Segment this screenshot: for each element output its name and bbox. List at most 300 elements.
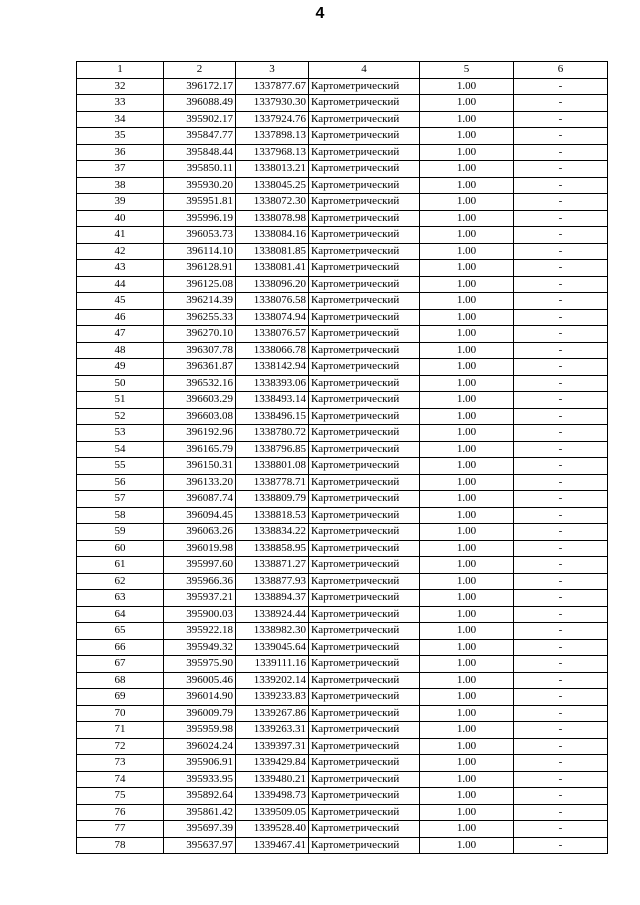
- cell-method: Картометрический: [309, 590, 420, 607]
- cell-note: -: [514, 111, 608, 128]
- cell-x-coordinate: 396063.26: [164, 524, 236, 541]
- cell-point-number: 52: [77, 408, 164, 425]
- cell-y-coordinate: 1338076.58: [236, 293, 309, 310]
- table-row: [77, 359, 608, 376]
- cell-accuracy: 1.00: [420, 359, 514, 376]
- cell-note: -: [514, 243, 608, 260]
- cell-accuracy: 1.00: [420, 227, 514, 244]
- cell-note: -: [514, 177, 608, 194]
- cell-y-coordinate: 1339498.73: [236, 788, 309, 805]
- cell-method: Картометрический: [309, 524, 420, 541]
- cell-accuracy: 1.00: [420, 326, 514, 343]
- cell-y-coordinate: 1338081.41: [236, 260, 309, 277]
- cell-note: -: [514, 623, 608, 640]
- table-row: [77, 243, 608, 260]
- cell-y-coordinate: 1337930.30: [236, 95, 309, 112]
- cell-x-coordinate: 396128.91: [164, 260, 236, 277]
- cell-x-coordinate: 396094.45: [164, 507, 236, 524]
- cell-x-coordinate: 395697.39: [164, 821, 236, 838]
- cell-y-coordinate: 1338142.94: [236, 359, 309, 376]
- cell-y-coordinate: 1338074.94: [236, 309, 309, 326]
- cell-y-coordinate: 1338066.78: [236, 342, 309, 359]
- cell-point-number: 39: [77, 194, 164, 211]
- cell-accuracy: 1.00: [420, 524, 514, 541]
- cell-accuracy: 1.00: [420, 210, 514, 227]
- cell-point-number: 40: [77, 210, 164, 227]
- table-row: [77, 128, 608, 145]
- table-row: [77, 491, 608, 508]
- cell-x-coordinate: 396125.08: [164, 276, 236, 293]
- table-row: [77, 78, 608, 95]
- cell-x-coordinate: 396172.17: [164, 78, 236, 95]
- cell-point-number: 73: [77, 755, 164, 772]
- cell-x-coordinate: 395848.44: [164, 144, 236, 161]
- cell-method: Картометрический: [309, 276, 420, 293]
- cell-note: -: [514, 227, 608, 244]
- cell-accuracy: 1.00: [420, 722, 514, 739]
- cell-x-coordinate: 396087.74: [164, 491, 236, 508]
- table-row: [77, 590, 608, 607]
- cell-note: -: [514, 507, 608, 524]
- table-row: [77, 837, 608, 854]
- cell-y-coordinate: 1338072.30: [236, 194, 309, 211]
- cell-y-coordinate: 1338493.14: [236, 392, 309, 409]
- table-row: [77, 227, 608, 244]
- cell-point-number: 58: [77, 507, 164, 524]
- table-row: [77, 458, 608, 475]
- header-col-1: 1: [77, 62, 164, 79]
- cell-note: -: [514, 128, 608, 145]
- cell-y-coordinate: 1339528.40: [236, 821, 309, 838]
- cell-accuracy: 1.00: [420, 293, 514, 310]
- cell-accuracy: 1.00: [420, 821, 514, 838]
- table-row: [77, 441, 608, 458]
- cell-method: Картометрический: [309, 458, 420, 475]
- table-row: [77, 194, 608, 211]
- cell-note: -: [514, 474, 608, 491]
- cell-method: Картометрический: [309, 672, 420, 689]
- cell-x-coordinate: 396214.39: [164, 293, 236, 310]
- cell-point-number: 64: [77, 606, 164, 623]
- cell-y-coordinate: 1337924.76: [236, 111, 309, 128]
- cell-accuracy: 1.00: [420, 689, 514, 706]
- cell-point-number: 49: [77, 359, 164, 376]
- cell-note: -: [514, 210, 608, 227]
- cell-accuracy: 1.00: [420, 672, 514, 689]
- header-col-4: 4: [309, 62, 420, 79]
- cell-method: Картометрический: [309, 194, 420, 211]
- cell-note: -: [514, 590, 608, 607]
- cell-x-coordinate: 395997.60: [164, 557, 236, 574]
- cell-accuracy: 1.00: [420, 194, 514, 211]
- cell-x-coordinate: 395933.95: [164, 771, 236, 788]
- cell-point-number: 78: [77, 837, 164, 854]
- cell-method: Картометрический: [309, 821, 420, 838]
- table-row: [77, 524, 608, 541]
- cell-point-number: 50: [77, 375, 164, 392]
- cell-x-coordinate: 396005.46: [164, 672, 236, 689]
- table-row: [77, 144, 608, 161]
- table-row: [77, 95, 608, 112]
- table-row: [77, 260, 608, 277]
- cell-y-coordinate: 1337877.67: [236, 78, 309, 95]
- cell-method: Картометрический: [309, 260, 420, 277]
- table-row: [77, 606, 608, 623]
- cell-method: Картометрический: [309, 540, 420, 557]
- cell-note: -: [514, 837, 608, 854]
- cell-method: Картометрический: [309, 689, 420, 706]
- cell-accuracy: 1.00: [420, 128, 514, 145]
- cell-x-coordinate: 395949.32: [164, 639, 236, 656]
- table-body: [77, 78, 608, 854]
- page-number: 4: [315, 5, 325, 22]
- cell-point-number: 56: [77, 474, 164, 491]
- table-row: [77, 210, 608, 227]
- cell-point-number: 65: [77, 623, 164, 640]
- cell-x-coordinate: 396255.33: [164, 309, 236, 326]
- cell-method: Картометрический: [309, 557, 420, 574]
- cell-note: -: [514, 672, 608, 689]
- cell-point-number: 54: [77, 441, 164, 458]
- cell-y-coordinate: 1338393.06: [236, 375, 309, 392]
- cell-method: Картометрический: [309, 656, 420, 673]
- cell-accuracy: 1.00: [420, 161, 514, 178]
- table-row: [77, 425, 608, 442]
- cell-y-coordinate: 1338096.20: [236, 276, 309, 293]
- cell-note: -: [514, 804, 608, 821]
- cell-point-number: 67: [77, 656, 164, 673]
- cell-point-number: 74: [77, 771, 164, 788]
- table-row: [77, 375, 608, 392]
- cell-y-coordinate: 1338809.79: [236, 491, 309, 508]
- cell-point-number: 37: [77, 161, 164, 178]
- cell-y-coordinate: 1337968.13: [236, 144, 309, 161]
- cell-x-coordinate: 396088.49: [164, 95, 236, 112]
- header-col-5: 5: [420, 62, 514, 79]
- cell-note: -: [514, 524, 608, 541]
- cell-y-coordinate: 1338877.93: [236, 573, 309, 590]
- cell-accuracy: 1.00: [420, 276, 514, 293]
- cell-note: -: [514, 722, 608, 739]
- cell-method: Картометрический: [309, 573, 420, 590]
- cell-x-coordinate: 395951.81: [164, 194, 236, 211]
- cell-x-coordinate: 396270.10: [164, 326, 236, 343]
- cell-y-coordinate: 1338045.25: [236, 177, 309, 194]
- cell-accuracy: 1.00: [420, 408, 514, 425]
- cell-y-coordinate: 1338780.72: [236, 425, 309, 442]
- table-row: [77, 392, 608, 409]
- cell-x-coordinate: 395892.64: [164, 788, 236, 805]
- table-row: [77, 408, 608, 425]
- cell-method: Картометрический: [309, 606, 420, 623]
- cell-x-coordinate: 395902.17: [164, 111, 236, 128]
- cell-accuracy: 1.00: [420, 309, 514, 326]
- cell-accuracy: 1.00: [420, 755, 514, 772]
- table-row: [77, 771, 608, 788]
- cell-note: -: [514, 557, 608, 574]
- table-row: [77, 293, 608, 310]
- cell-method: Картометрический: [309, 474, 420, 491]
- cell-point-number: 35: [77, 128, 164, 145]
- table-row: [77, 540, 608, 557]
- cell-y-coordinate: 1339480.21: [236, 771, 309, 788]
- cell-point-number: 47: [77, 326, 164, 343]
- cell-point-number: 34: [77, 111, 164, 128]
- cell-point-number: 59: [77, 524, 164, 541]
- cell-y-coordinate: 1338078.98: [236, 210, 309, 227]
- cell-y-coordinate: 1338818.53: [236, 507, 309, 524]
- cell-x-coordinate: 395975.90: [164, 656, 236, 673]
- table-row: [77, 639, 608, 656]
- cell-point-number: 62: [77, 573, 164, 590]
- cell-method: Картометрический: [309, 128, 420, 145]
- cell-y-coordinate: 1338076.57: [236, 326, 309, 343]
- cell-x-coordinate: 396150.31: [164, 458, 236, 475]
- cell-accuracy: 1.00: [420, 392, 514, 409]
- cell-x-coordinate: 396192.96: [164, 425, 236, 442]
- cell-x-coordinate: 396024.24: [164, 738, 236, 755]
- cell-note: -: [514, 161, 608, 178]
- cell-y-coordinate: 1339045.64: [236, 639, 309, 656]
- cell-method: Картометрический: [309, 111, 420, 128]
- cell-point-number: 70: [77, 705, 164, 722]
- cell-method: Картометрический: [309, 293, 420, 310]
- cell-y-coordinate: 1339467.41: [236, 837, 309, 854]
- cell-accuracy: 1.00: [420, 656, 514, 673]
- cell-point-number: 32: [77, 78, 164, 95]
- cell-point-number: 66: [77, 639, 164, 656]
- cell-x-coordinate: 395922.18: [164, 623, 236, 640]
- cell-note: -: [514, 194, 608, 211]
- cell-y-coordinate: 1339267.86: [236, 705, 309, 722]
- cell-point-number: 36: [77, 144, 164, 161]
- cell-accuracy: 1.00: [420, 788, 514, 805]
- cell-accuracy: 1.00: [420, 243, 514, 260]
- cell-accuracy: 1.00: [420, 639, 514, 656]
- cell-note: -: [514, 144, 608, 161]
- table-row: [77, 755, 608, 772]
- cell-note: -: [514, 540, 608, 557]
- cell-note: -: [514, 491, 608, 508]
- cell-x-coordinate: 396114.10: [164, 243, 236, 260]
- cell-method: Картометрический: [309, 771, 420, 788]
- cell-note: -: [514, 606, 608, 623]
- cell-x-coordinate: 395637.97: [164, 837, 236, 854]
- cell-accuracy: 1.00: [420, 623, 514, 640]
- table-row: [77, 722, 608, 739]
- cell-y-coordinate: 1338894.37: [236, 590, 309, 607]
- cell-y-coordinate: 1337898.13: [236, 128, 309, 145]
- cell-method: Картометрический: [309, 78, 420, 95]
- table-row: [77, 276, 608, 293]
- cell-point-number: 53: [77, 425, 164, 442]
- table-row: [77, 326, 608, 343]
- cell-x-coordinate: 395937.21: [164, 590, 236, 607]
- cell-point-number: 38: [77, 177, 164, 194]
- cell-x-coordinate: 395930.20: [164, 177, 236, 194]
- cell-x-coordinate: 395847.77: [164, 128, 236, 145]
- cell-method: Картометрический: [309, 95, 420, 112]
- cell-accuracy: 1.00: [420, 458, 514, 475]
- cell-note: -: [514, 705, 608, 722]
- cell-note: -: [514, 326, 608, 343]
- cell-note: -: [514, 573, 608, 590]
- table-row: [77, 557, 608, 574]
- cell-y-coordinate: 1338834.22: [236, 524, 309, 541]
- cell-y-coordinate: 1339429.84: [236, 755, 309, 772]
- cell-accuracy: 1.00: [420, 573, 514, 590]
- cell-method: Картометрический: [309, 144, 420, 161]
- cell-accuracy: 1.00: [420, 507, 514, 524]
- cell-note: -: [514, 392, 608, 409]
- cell-accuracy: 1.00: [420, 441, 514, 458]
- cell-method: Картометрический: [309, 359, 420, 376]
- cell-note: -: [514, 788, 608, 805]
- cell-x-coordinate: 396361.87: [164, 359, 236, 376]
- cell-point-number: 75: [77, 788, 164, 805]
- cell-accuracy: 1.00: [420, 606, 514, 623]
- cell-point-number: 76: [77, 804, 164, 821]
- cell-point-number: 72: [77, 738, 164, 755]
- cell-note: -: [514, 260, 608, 277]
- cell-y-coordinate: 1338013.21: [236, 161, 309, 178]
- cell-y-coordinate: 1338496.15: [236, 408, 309, 425]
- cell-y-coordinate: 1338081.85: [236, 243, 309, 260]
- cell-y-coordinate: 1339509.05: [236, 804, 309, 821]
- table-row: [77, 177, 608, 194]
- cell-x-coordinate: 396603.29: [164, 392, 236, 409]
- header-col-6: 6: [514, 62, 608, 79]
- cell-method: Картометрический: [309, 177, 420, 194]
- table-row: [77, 788, 608, 805]
- cell-note: -: [514, 342, 608, 359]
- cell-accuracy: 1.00: [420, 144, 514, 161]
- cell-method: Картометрический: [309, 738, 420, 755]
- cell-point-number: 57: [77, 491, 164, 508]
- cell-method: Картометрический: [309, 623, 420, 640]
- cell-note: -: [514, 95, 608, 112]
- table-header-row: [77, 62, 608, 79]
- cell-x-coordinate: 396014.90: [164, 689, 236, 706]
- cell-x-coordinate: 396165.79: [164, 441, 236, 458]
- cell-method: Картометрический: [309, 309, 420, 326]
- cell-method: Картометрический: [309, 425, 420, 442]
- cell-point-number: 61: [77, 557, 164, 574]
- cell-note: -: [514, 309, 608, 326]
- table-row: [77, 689, 608, 706]
- cell-point-number: 55: [77, 458, 164, 475]
- cell-method: Картометрический: [309, 705, 420, 722]
- cell-note: -: [514, 408, 608, 425]
- cell-note: -: [514, 656, 608, 673]
- cell-point-number: 48: [77, 342, 164, 359]
- cell-note: -: [514, 375, 608, 392]
- cell-x-coordinate: 396009.79: [164, 705, 236, 722]
- cell-accuracy: 1.00: [420, 705, 514, 722]
- table-row: [77, 738, 608, 755]
- table-row: [77, 507, 608, 524]
- table-row: [77, 573, 608, 590]
- cell-y-coordinate: 1338924.44: [236, 606, 309, 623]
- cell-x-coordinate: 395906.91: [164, 755, 236, 772]
- cell-point-number: 33: [77, 95, 164, 112]
- cell-accuracy: 1.00: [420, 491, 514, 508]
- cell-point-number: 63: [77, 590, 164, 607]
- cell-accuracy: 1.00: [420, 111, 514, 128]
- cell-method: Картометрический: [309, 408, 420, 425]
- cell-method: Картометрический: [309, 837, 420, 854]
- cell-method: Картометрический: [309, 639, 420, 656]
- cell-method: Картометрический: [309, 392, 420, 409]
- cell-note: -: [514, 441, 608, 458]
- cell-point-number: 69: [77, 689, 164, 706]
- cell-x-coordinate: 396133.20: [164, 474, 236, 491]
- cell-accuracy: 1.00: [420, 804, 514, 821]
- cell-y-coordinate: 1338982.30: [236, 623, 309, 640]
- cell-y-coordinate: 1338801.08: [236, 458, 309, 475]
- cell-point-number: 71: [77, 722, 164, 739]
- cell-note: -: [514, 639, 608, 656]
- cell-accuracy: 1.00: [420, 540, 514, 557]
- cell-note: -: [514, 771, 608, 788]
- cell-note: -: [514, 755, 608, 772]
- cell-x-coordinate: 396532.16: [164, 375, 236, 392]
- cell-x-coordinate: 395900.03: [164, 606, 236, 623]
- cell-x-coordinate: 396053.73: [164, 227, 236, 244]
- cell-y-coordinate: 1339263.31: [236, 722, 309, 739]
- cell-x-coordinate: 395966.36: [164, 573, 236, 590]
- cell-method: Картометрический: [309, 441, 420, 458]
- cell-note: -: [514, 458, 608, 475]
- cell-accuracy: 1.00: [420, 771, 514, 788]
- cell-accuracy: 1.00: [420, 425, 514, 442]
- cell-note: -: [514, 689, 608, 706]
- cell-method: Картометрический: [309, 788, 420, 805]
- cell-note: -: [514, 425, 608, 442]
- cell-x-coordinate: 396019.98: [164, 540, 236, 557]
- cell-accuracy: 1.00: [420, 260, 514, 277]
- table-row: [77, 342, 608, 359]
- cell-note: -: [514, 293, 608, 310]
- cell-point-number: 77: [77, 821, 164, 838]
- cell-y-coordinate: 1338871.27: [236, 557, 309, 574]
- table-row: [77, 161, 608, 178]
- cell-point-number: 44: [77, 276, 164, 293]
- table-row: [77, 821, 608, 838]
- cell-y-coordinate: 1338796.85: [236, 441, 309, 458]
- cell-y-coordinate: 1338858.95: [236, 540, 309, 557]
- cell-note: -: [514, 359, 608, 376]
- cell-method: Картометрический: [309, 227, 420, 244]
- coordinates-table: [76, 61, 608, 854]
- table-row: [77, 111, 608, 128]
- cell-method: Картометрический: [309, 326, 420, 343]
- cell-method: Картометрический: [309, 491, 420, 508]
- cell-accuracy: 1.00: [420, 342, 514, 359]
- table-row: [77, 623, 608, 640]
- cell-method: Картометрический: [309, 755, 420, 772]
- table-row: [77, 309, 608, 326]
- cell-accuracy: 1.00: [420, 78, 514, 95]
- cell-accuracy: 1.00: [420, 474, 514, 491]
- cell-x-coordinate: 395996.19: [164, 210, 236, 227]
- table-row: [77, 672, 608, 689]
- cell-y-coordinate: 1339397.31: [236, 738, 309, 755]
- cell-y-coordinate: 1338778.71: [236, 474, 309, 491]
- table-row: [77, 705, 608, 722]
- header-col-3: 3: [236, 62, 309, 79]
- cell-accuracy: 1.00: [420, 95, 514, 112]
